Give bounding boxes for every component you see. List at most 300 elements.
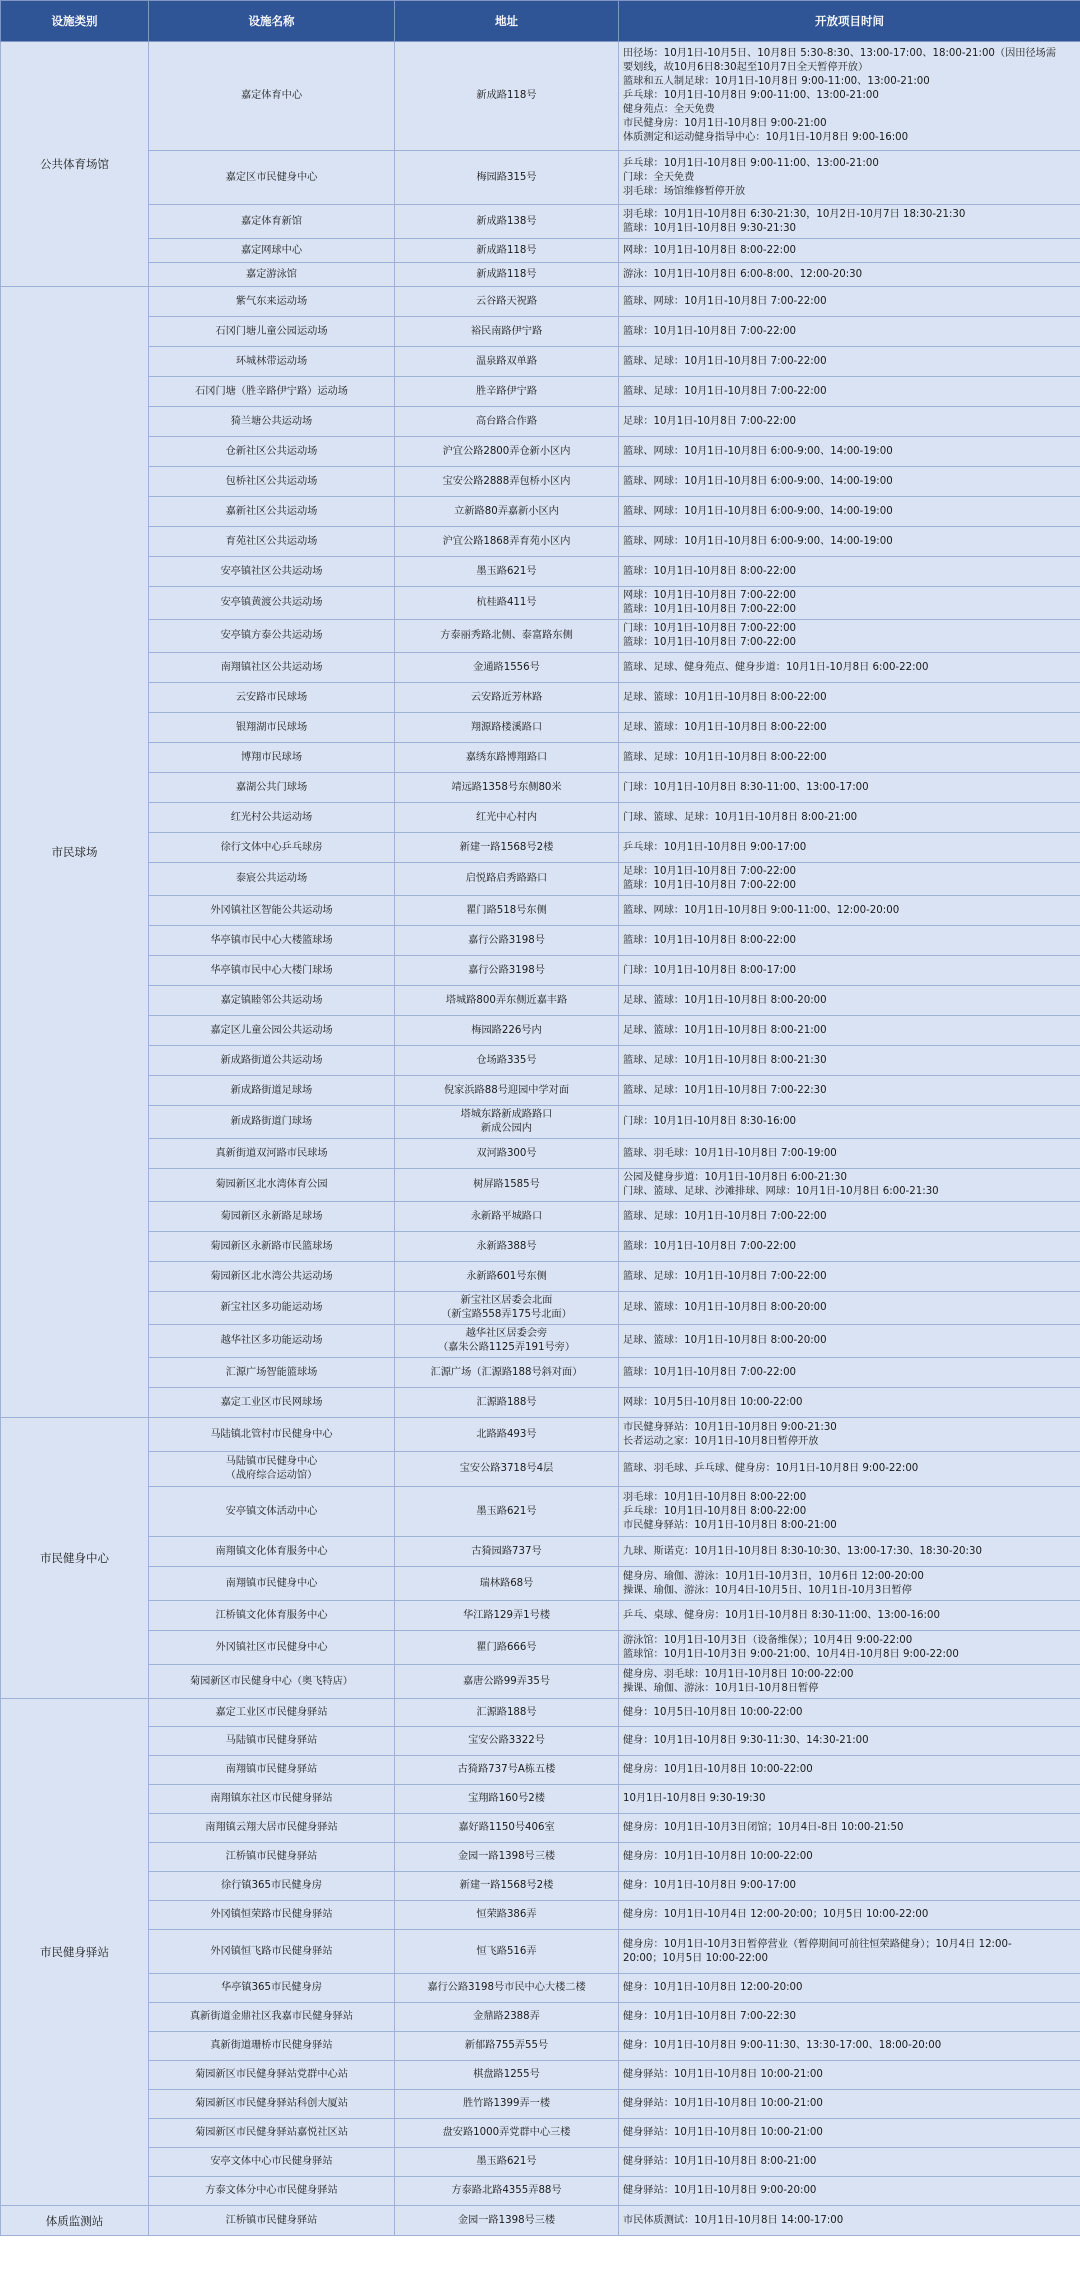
address-line: 塔城东路新成路路口 bbox=[460, 1109, 553, 1120]
table-row bbox=[1, 557, 1080, 587]
address-line: 嘉行公路3198号市民中心大楼二楼 bbox=[427, 1982, 586, 1993]
facility-name-line: 嘉定镇睦邻公共运动场 bbox=[220, 994, 323, 1006]
hours-cell bbox=[619, 1601, 1080, 1631]
table-row bbox=[1, 1452, 1080, 1487]
address-cell bbox=[395, 926, 619, 956]
table-header-row bbox=[1, 1, 1080, 42]
hours-cell bbox=[619, 1974, 1080, 2003]
hours-cell bbox=[619, 1631, 1080, 1665]
hours-cell bbox=[619, 1567, 1080, 1601]
address-cell bbox=[395, 2061, 619, 2090]
facility-name-cell bbox=[149, 863, 395, 896]
facility-name-line: 博翔市民球场 bbox=[240, 751, 303, 763]
address-line: 梅园路226号内 bbox=[471, 1024, 542, 1036]
hours-cell bbox=[619, 1076, 1080, 1106]
hours-cell bbox=[619, 1202, 1080, 1232]
facility-name-line: 银翔湖市民球场 bbox=[235, 721, 308, 733]
facility-name-line: 汇源广场智能篮球场 bbox=[225, 1366, 318, 1378]
table-row bbox=[1, 2003, 1080, 2032]
hours-line: 门球、篮球、足球、沙滩排球、网球：10月1日-10月8日 6:00-21:30 bbox=[623, 1186, 939, 1197]
address-cell bbox=[395, 1537, 619, 1567]
hours-line: 篮球：10月1日-10月8日 8:00-22:00 bbox=[623, 934, 797, 946]
facility-name-line: 猗兰塘公共运动场 bbox=[230, 415, 313, 427]
address-line: 宝安公路3322号 bbox=[468, 1735, 545, 1746]
hours-line: 篮球、网球：10月1日-10月8日 6:00-9:00、14:00-19:00 bbox=[623, 475, 893, 487]
hours-line: 健身苑点：全天免费 bbox=[623, 104, 715, 115]
hours-line: 网球：10月1日-10月8日 8:00-22:00 bbox=[623, 244, 797, 256]
facility-name-cell bbox=[149, 2177, 395, 2206]
facility-name-cell bbox=[149, 1974, 395, 2003]
table-row bbox=[1, 317, 1080, 347]
address-cell bbox=[395, 773, 619, 803]
table-row bbox=[1, 1016, 1080, 1046]
hours-line: 足球、篮球：10月1日-10月8日 8:00-22:00 bbox=[623, 721, 827, 733]
address-line: 新成路138号 bbox=[476, 215, 537, 227]
hours-line: 健身：10月1日-10月8日 7:00-22:30 bbox=[623, 2011, 797, 2022]
facility-name-line: 安亭镇方泰公共运动场 bbox=[220, 630, 323, 641]
facility-name-line: 新成路街道足球场 bbox=[230, 1084, 313, 1096]
address-line: 方泰路北路4355弄88号 bbox=[451, 2185, 562, 2196]
hours-line: 篮球、足球：10月1日-10月8日 7:00-22:00 bbox=[623, 355, 827, 367]
address-cell bbox=[395, 557, 619, 587]
address-cell bbox=[395, 1814, 619, 1843]
facility-name-line: 华亭镇365市民健身房 bbox=[221, 1982, 322, 1993]
category-cell: 市民健身中心 bbox=[1, 1418, 149, 1699]
address-cell bbox=[395, 1452, 619, 1487]
hours-line: 门球：全天免费 bbox=[623, 171, 695, 183]
category-cell: 市民健身驿站 bbox=[1, 1699, 149, 2206]
hours-line: 羽毛球：场馆维修暂停开放 bbox=[623, 185, 746, 197]
table-row bbox=[1, 1727, 1080, 1756]
facility-name-line: 徐行镇365市民健身房 bbox=[221, 1880, 322, 1891]
table-row bbox=[1, 1930, 1080, 1974]
address-cell bbox=[395, 1106, 619, 1139]
hours-line: 操课、瑜伽、游泳：10月1日-10月8日暂停 bbox=[623, 1682, 819, 1694]
facility-name-line: 江桥镇市民健身驿站 bbox=[225, 1851, 318, 1862]
address-cell bbox=[395, 1699, 619, 1727]
hours-line: 篮球、羽毛球、乒乓球、健身房：10月1日-10月8日 9:00-22:00 bbox=[623, 1463, 919, 1474]
hours-line: 篮球、足球：10月1日-10月8日 7:00-22:00 bbox=[623, 1210, 827, 1222]
facility-name-cell bbox=[149, 1930, 395, 1974]
hours-cell bbox=[619, 1452, 1080, 1487]
hours-line: 田径场：10月1日-10月5日、10月8日 5:30-8:30、13:00-17:00、18:00-21:00（因田径场需 bbox=[623, 48, 1057, 59]
address-cell bbox=[395, 467, 619, 497]
facility-name-line: 华亭镇市民中心大楼门球场 bbox=[210, 964, 333, 976]
hours-cell bbox=[619, 377, 1080, 407]
hours-cell bbox=[619, 683, 1080, 713]
table-row bbox=[1, 1232, 1080, 1262]
facility-name-cell bbox=[149, 239, 395, 263]
facility-name-cell bbox=[149, 467, 395, 497]
address-cell bbox=[395, 1567, 619, 1601]
hours-cell bbox=[619, 2177, 1080, 2206]
facility-name-line: 菊园新区市民健身驿站党群中心站 bbox=[195, 2069, 348, 2080]
hours-cell bbox=[619, 2119, 1080, 2148]
facility-name-line: 江桥镇文化体育服务中心 bbox=[215, 1609, 328, 1621]
table-row bbox=[1, 1388, 1080, 1418]
address-cell bbox=[395, 1974, 619, 2003]
facility-name-line: 南翔镇云翔大居市民健身驿站 bbox=[205, 1822, 338, 1833]
address-line: 新郁路755弄55号 bbox=[464, 2040, 549, 2051]
hours-cell bbox=[619, 653, 1080, 683]
address-line: 嘉绣东路博翔路口 bbox=[465, 751, 548, 763]
facility-name-line: 菊园新区永新路足球场 bbox=[220, 1210, 323, 1222]
hours-line: 羽毛球：10月1日-10月8日 8:00-22:00 bbox=[623, 1491, 807, 1503]
facility-name-line: 马陆镇北管村市民健身中心 bbox=[210, 1428, 333, 1440]
hours-cell bbox=[619, 263, 1080, 287]
address-line: 瞿门路666号 bbox=[476, 1641, 537, 1653]
hours-cell bbox=[619, 1727, 1080, 1756]
hours-line: 长者运动之家：10月1日-10月8日暂停开放 bbox=[623, 1435, 819, 1447]
address-line: 方泰丽秀路北侧、泰富路东侧 bbox=[440, 630, 573, 641]
facility-name-cell bbox=[149, 347, 395, 377]
facility-name-cell bbox=[149, 956, 395, 986]
hours-cell bbox=[619, 1139, 1080, 1169]
address-cell bbox=[395, 1418, 619, 1452]
facility-name-cell bbox=[149, 287, 395, 317]
hours-cell bbox=[619, 1930, 1080, 1974]
table-row bbox=[1, 896, 1080, 926]
hours-line: 篮球：10月1日-10月8日 7:00-22:00 bbox=[623, 325, 797, 337]
hours-cell bbox=[619, 527, 1080, 557]
facility-name-line: 马陆镇市民健身驿站 bbox=[225, 1735, 318, 1746]
hours-line: 健身驿站：10月1日-10月8日 10:00-21:00 bbox=[623, 2098, 823, 2109]
address-cell bbox=[395, 1872, 619, 1901]
address-line: 仓场路335号 bbox=[476, 1054, 537, 1066]
hours-cell bbox=[619, 1388, 1080, 1418]
facility-name-line: 石冈门塘儿童公园运动场 bbox=[215, 325, 328, 337]
address-line: 墨玉路621号 bbox=[476, 1505, 537, 1517]
hours-line: 篮球和五人制足球：10月1日-10月8日 9:00-11:00、13:00-21:00 bbox=[623, 76, 930, 87]
address-line: 云谷路天祝路 bbox=[475, 295, 538, 307]
address-cell bbox=[395, 1076, 619, 1106]
address-cell bbox=[395, 1169, 619, 1202]
table-row bbox=[1, 1262, 1080, 1292]
address-line: 金通路1556号 bbox=[473, 661, 540, 673]
address-cell bbox=[395, 743, 619, 773]
facility-name-line: 马陆镇市民健身中心 bbox=[225, 1456, 318, 1467]
facility-name-line: 嘉定工业区市民健身驿站 bbox=[215, 1706, 328, 1718]
facility-name-line: 外冈镇恒荣路市民健身驿站 bbox=[210, 1909, 333, 1920]
hours-line: 足球、篮球：10月1日-10月8日 8:00-22:00 bbox=[623, 691, 827, 703]
table-row bbox=[1, 926, 1080, 956]
hours-cell bbox=[619, 1046, 1080, 1076]
hours-cell bbox=[619, 467, 1080, 497]
facility-name-line: 云安路市民球场 bbox=[235, 691, 308, 703]
hours-line: 健身房：10月1日-10月8日 10:00-22:00 bbox=[623, 1851, 813, 1862]
table-row bbox=[1, 803, 1080, 833]
table-row bbox=[1, 205, 1080, 239]
hours-cell bbox=[619, 926, 1080, 956]
hours-line: 健身：10月5日-10月8日 10:00-22:00 bbox=[623, 1706, 803, 1718]
address-line: 新成路118号 bbox=[476, 244, 537, 256]
table-row bbox=[1, 2119, 1080, 2148]
address-cell bbox=[395, 317, 619, 347]
address-line: 永新路601号东侧 bbox=[466, 1270, 547, 1282]
facility-name-line: 嘉定工业区市民网球场 bbox=[220, 1396, 323, 1408]
category-cell: 体质监测站 bbox=[1, 2206, 149, 2236]
facility-name-cell bbox=[149, 437, 395, 467]
hours-cell bbox=[619, 587, 1080, 620]
address-cell bbox=[395, 1631, 619, 1665]
address-line: （嘉朱公路1125弄191号旁） bbox=[437, 1342, 576, 1353]
header-address: 地址 bbox=[395, 1, 619, 42]
table-row bbox=[1, 833, 1080, 863]
facility-name-cell bbox=[149, 653, 395, 683]
address-cell bbox=[395, 263, 619, 287]
facility-name-cell bbox=[149, 2003, 395, 2032]
hours-cell bbox=[619, 1418, 1080, 1452]
hours-line: 篮球、足球：10月1日-10月8日 7:00-22:00 bbox=[623, 385, 827, 397]
address-cell bbox=[395, 347, 619, 377]
address-line: 裕民南路伊宁路 bbox=[470, 325, 543, 337]
address-line: 高台路合作路 bbox=[475, 415, 538, 427]
address-cell bbox=[395, 1785, 619, 1814]
table-body bbox=[1, 42, 1080, 2236]
address-line: （新宝路558弄175号北面） bbox=[441, 1309, 572, 1320]
table-row bbox=[1, 956, 1080, 986]
address-cell bbox=[395, 205, 619, 239]
hours-cell bbox=[619, 1665, 1080, 1699]
table-row bbox=[1, 2177, 1080, 2206]
facility-name-cell bbox=[149, 2148, 395, 2177]
table-row bbox=[1, 1631, 1080, 1665]
address-line: 双河路300号 bbox=[476, 1147, 537, 1159]
facility-name-cell bbox=[149, 1699, 395, 1727]
facility-name-cell bbox=[149, 803, 395, 833]
address-cell bbox=[395, 151, 619, 205]
hours-line: 篮球：10月1日-10月8日 7:00-22:00 bbox=[623, 637, 797, 648]
hours-cell bbox=[619, 896, 1080, 926]
hours-line: 篮球：10月1日-10月8日 7:00-22:00 bbox=[623, 1366, 797, 1378]
facility-name-cell bbox=[149, 151, 395, 205]
address-cell bbox=[395, 956, 619, 986]
facility-name-line: 包桥社区公共运动场 bbox=[225, 475, 318, 487]
table-row bbox=[1, 1046, 1080, 1076]
table-row bbox=[1, 620, 1080, 653]
facility-name-cell bbox=[149, 1292, 395, 1325]
hours-cell bbox=[619, 557, 1080, 587]
address-line: 新成路118号 bbox=[476, 90, 537, 101]
hours-line: 篮球、足球、健身苑点、健身步道：10月1日-10月8日 6:00-22:00 bbox=[623, 661, 929, 673]
address-cell bbox=[395, 2032, 619, 2061]
hours-line: 篮球：10月1日-10月8日 8:00-22:00 bbox=[623, 565, 797, 577]
table-row bbox=[1, 407, 1080, 437]
facility-name-cell bbox=[149, 1872, 395, 1901]
facility-name-cell bbox=[149, 1665, 395, 1699]
address-cell bbox=[395, 620, 619, 653]
address-line: 胜竹路1399弄一楼 bbox=[462, 2098, 551, 2109]
facility-name-cell bbox=[149, 1537, 395, 1567]
hours-line: 网球：10月1日-10月8日 7:00-22:00 bbox=[623, 590, 797, 601]
address-cell bbox=[395, 2119, 619, 2148]
address-cell bbox=[395, 2090, 619, 2119]
address-line: 嘉好路1150号406室 bbox=[458, 1822, 555, 1833]
address-cell bbox=[395, 527, 619, 557]
hours-line: 健身驿站：10月1日-10月8日 8:00-21:00 bbox=[623, 2156, 817, 2167]
table-row bbox=[1, 263, 1080, 287]
hours-cell bbox=[619, 205, 1080, 239]
address-line: 汇源路188号 bbox=[476, 1396, 537, 1408]
hours-line: 篮球、足球：10月1日-10月8日 8:00-21:30 bbox=[623, 1054, 827, 1066]
hours-line: 20:00；10月5日 10:00-22:00 bbox=[623, 1952, 768, 1964]
facility-name-cell bbox=[149, 42, 395, 151]
address-cell bbox=[395, 1901, 619, 1930]
hours-line: 篮球：10月1日-10月8日 9:30-21:30 bbox=[623, 222, 797, 234]
address-line: 倪家浜路88号迎园中学对面 bbox=[443, 1084, 570, 1096]
facility-name-line: 安亭文体中心市民健身驿站 bbox=[210, 2156, 333, 2167]
address-cell bbox=[395, 2003, 619, 2032]
facility-name-line: 南翔镇市民健身驿站 bbox=[225, 1764, 318, 1775]
facility-name-cell bbox=[149, 527, 395, 557]
address-line: 古猗路737号A栋五楼 bbox=[457, 1764, 556, 1775]
facility-name-line: 新成路街道公共运动场 bbox=[220, 1054, 323, 1066]
hours-line: 操课、瑜伽、游泳：10月4日-10月5日、10月1日-10月3日暂停 bbox=[623, 1584, 912, 1596]
hours-line: 乒乓球：10月1日-10月8日 8:00-22:00 bbox=[623, 1505, 807, 1517]
address-line: 塔城路800弄东侧近嘉丰路 bbox=[445, 994, 568, 1006]
facility-name-line: 新宝社区多功能运动场 bbox=[220, 1302, 323, 1313]
table-row bbox=[1, 287, 1080, 317]
hours-cell bbox=[619, 833, 1080, 863]
address-line: 嘉行公路3198号 bbox=[468, 964, 545, 976]
facility-name-line: 嘉定游泳馆 bbox=[246, 268, 297, 280]
hours-line: 篮球、网球：10月1日-10月8日 9:00-11:00、12:00-20:00 bbox=[623, 904, 900, 916]
address-line: 棋盘路1255号 bbox=[473, 2069, 540, 2080]
facility-name-cell bbox=[149, 1325, 395, 1358]
hours-line: 健身房：10月1日-10月3日暂停营业（暂停期间可前往恒荣路健身）；10月4日 12:00- bbox=[623, 1938, 1012, 1950]
table-row bbox=[1, 1325, 1080, 1358]
table-row bbox=[1, 467, 1080, 497]
hours-cell bbox=[619, 2032, 1080, 2061]
table-row bbox=[1, 1487, 1080, 1537]
table-row bbox=[1, 1785, 1080, 1814]
facility-name-line: 徐行文体中心乒乓球房 bbox=[220, 841, 323, 853]
address-cell bbox=[395, 1930, 619, 1974]
address-cell bbox=[395, 1727, 619, 1756]
hours-line: 篮球、羽毛球：10月1日-10月8日 7:00-19:00 bbox=[623, 1147, 837, 1159]
facility-name-line: 石冈门塘（胜辛路伊宁路）运动场 bbox=[195, 385, 348, 397]
facility-name-cell bbox=[149, 620, 395, 653]
facility-name-line: 育苑社区公共运动场 bbox=[225, 535, 318, 547]
address-cell bbox=[395, 863, 619, 896]
address-cell bbox=[395, 1843, 619, 1872]
facility-name-line: 南翔镇社区公共运动场 bbox=[220, 661, 323, 673]
facility-name-cell bbox=[149, 713, 395, 743]
facility-name-line: 方泰文体分中心市民健身驿站 bbox=[205, 2185, 338, 2196]
facility-name-cell bbox=[149, 587, 395, 620]
hours-cell bbox=[619, 437, 1080, 467]
address-line: 恒飞路516弄 bbox=[476, 1945, 537, 1957]
address-line: 嘉行公路3198号 bbox=[468, 934, 545, 946]
facility-name-cell bbox=[149, 1358, 395, 1388]
hours-cell bbox=[619, 713, 1080, 743]
hours-cell bbox=[619, 151, 1080, 205]
facility-name-line: 仓新社区公共运动场 bbox=[225, 445, 318, 457]
hours-line: 门球：10月1日-10月8日 8:30-16:00 bbox=[623, 1116, 797, 1127]
address-cell bbox=[395, 1487, 619, 1537]
hours-cell bbox=[619, 1169, 1080, 1202]
facility-name-line: 外冈镇社区智能公共运动场 bbox=[210, 904, 333, 916]
header-name: 设施名称 bbox=[149, 1, 395, 42]
hours-line: 篮球：10月1日-10月8日 7:00-22:00 bbox=[623, 1240, 797, 1252]
hours-cell bbox=[619, 1843, 1080, 1872]
hours-cell bbox=[619, 1016, 1080, 1046]
hours-line: 篮球馆：10月1日-10月3日 9:00-21:00、10月4日-10月8日 9:00-22:00 bbox=[623, 1648, 959, 1660]
table-row bbox=[1, 683, 1080, 713]
hours-line: 要划线，故10月6日8:30起至10月7日全天暂停开放） bbox=[623, 62, 869, 73]
hours-line: 健身房：10月1日-10月8日 10:00-22:00 bbox=[623, 1764, 813, 1775]
facility-name-cell bbox=[149, 926, 395, 956]
facility-name-cell bbox=[149, 1106, 395, 1139]
table-row bbox=[1, 986, 1080, 1016]
table-row bbox=[1, 1418, 1080, 1452]
facility-name-line: 真新街道金鼎社区我嘉市民健身驿站 bbox=[190, 2011, 353, 2022]
hours-line: 市民健身驿站：10月1日-10月8日 8:00-21:00 bbox=[623, 1519, 837, 1531]
address-line: 新成公园内 bbox=[481, 1123, 532, 1134]
table-row bbox=[1, 653, 1080, 683]
facility-name-line: 真新街道珊桥市民健身驿站 bbox=[210, 2040, 333, 2051]
address-cell bbox=[395, 803, 619, 833]
facility-name-line: 越华社区多功能运动场 bbox=[220, 1335, 323, 1346]
facility-name-cell bbox=[149, 1169, 395, 1202]
facility-name-cell bbox=[149, 986, 395, 1016]
facility-name-cell bbox=[149, 2032, 395, 2061]
hours-line: 乒乓球：10月1日-10月8日 9:00-17:00 bbox=[623, 841, 807, 853]
address-cell bbox=[395, 437, 619, 467]
facility-name-cell bbox=[149, 317, 395, 347]
facility-name-line: 嘉定体育中心 bbox=[240, 90, 303, 101]
hours-line: 网球：10月5日-10月8日 10:00-22:00 bbox=[623, 1396, 803, 1408]
facility-name-cell bbox=[149, 2090, 395, 2119]
facility-name-cell bbox=[149, 1046, 395, 1076]
facility-name-cell bbox=[149, 1016, 395, 1046]
hours-line: 乒乓、桌球、健身房：10月1日-10月8日 8:30-11:00、13:00-16:00 bbox=[623, 1609, 940, 1621]
address-cell bbox=[395, 2177, 619, 2206]
facility-name-cell bbox=[149, 205, 395, 239]
hours-cell bbox=[619, 986, 1080, 1016]
hours-line: 市民健身驿站：10月1日-10月8日 9:00-21:30 bbox=[623, 1421, 837, 1433]
facility-name-cell bbox=[149, 557, 395, 587]
address-line: 立新路80弄嘉新小区内 bbox=[454, 505, 559, 517]
address-line: 嘉唐公路99弄35号 bbox=[462, 1675, 551, 1687]
facility-name-line: 泰宸公共运动场 bbox=[235, 873, 308, 884]
hours-line: 健身房、瑜伽、游泳：10月1日-10月3日，10月6日 12:00-20:00 bbox=[623, 1570, 924, 1582]
address-line: 古猗园路737号 bbox=[471, 1545, 542, 1557]
address-line: 永新路平城路口 bbox=[470, 1210, 543, 1222]
hours-cell bbox=[619, 743, 1080, 773]
address-line: 温泉路双单路 bbox=[475, 355, 538, 367]
facility-name-cell bbox=[149, 377, 395, 407]
hours-cell bbox=[619, 1537, 1080, 1567]
facility-name-line: 嘉新社区公共运动场 bbox=[225, 505, 318, 517]
hours-cell bbox=[619, 239, 1080, 263]
hours-line: 足球：10月1日-10月8日 7:00-22:00 bbox=[623, 866, 797, 877]
facility-name-cell bbox=[149, 1418, 395, 1452]
table-row bbox=[1, 2148, 1080, 2177]
address-cell bbox=[395, 1016, 619, 1046]
address-line: 越华社区居委会旁 bbox=[465, 1328, 548, 1339]
address-line: 墨玉路621号 bbox=[476, 565, 537, 577]
hours-line: 篮球、网球：10月1日-10月8日 6:00-9:00、14:00-19:00 bbox=[623, 445, 893, 457]
address-cell bbox=[395, 2206, 619, 2236]
facility-name-cell bbox=[149, 896, 395, 926]
address-line: 华江路129弄1号楼 bbox=[462, 1609, 551, 1621]
address-line: 汇源路188号 bbox=[476, 1706, 537, 1718]
hours-cell bbox=[619, 1814, 1080, 1843]
table-row bbox=[1, 497, 1080, 527]
hours-line: 健身房、羽毛球：10月1日-10月8日 10:00-22:00 bbox=[623, 1668, 854, 1680]
table-row bbox=[1, 1106, 1080, 1139]
